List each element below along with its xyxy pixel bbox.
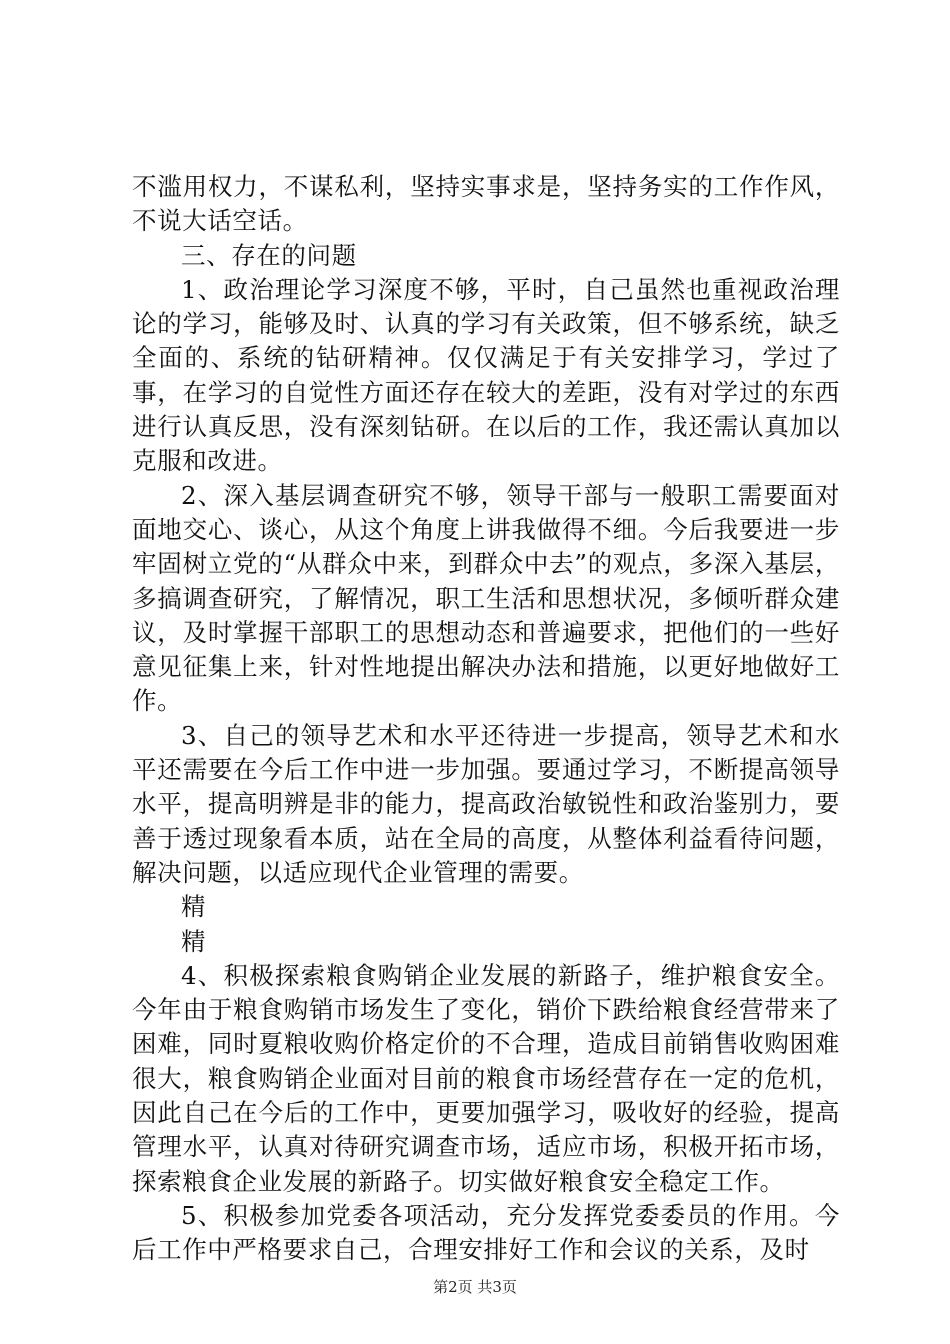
paragraph-item-2: 2、深入基层调查研究不够，领导干部与一般职工需要面对面地交心、谈心，从这个角度上讲我做得不细。今后我要进一步牢固树立党的“从群众中来，到群众中去”的观点，多深入基层，多搞调查研究，了解情况，职工生活和思想状况，多倾听群众建议，及时掌握干部职工的思想动态和普遍要求，把他们的一些好意见征集上来，针对性地提出解决办法和措施，以更好地做好工作。 [132,480,840,716]
page-footer: 第2页 共3页 [433,1278,517,1296]
stray-character-line: 精 [181,926,207,956]
section-heading: 三、存在的问题 [181,240,357,270]
document-body [132,170,840,1268]
paragraph-item-1: 1、政治理论学习深度不够，平时，自己虽然也重视政治理论的学习，能够及时、认真的学习有关政策，但不够系统，缺乏全面的、系统的钻研精神。仅仅满足于有关安排学习，学过了事，在学习的自觉性方面还存在较大的差距，没有对学过的东西进行认真反思，没有深刻钻研。在以后的工作，我还需认真加以克服和改进。 [132,274,840,476]
paragraph-item-4: 4、积极探索粮食购销企业发展的新路子，维护粮食安全。今年由于粮食购销市场发生了变化，销价下跌给粮食经营带来了困难，同时夏粮收购价格定价的不合理，造成目前销售收购困难很大，粮食购销企业面对目前的粮食市场经营存在一定的危机，因此自己在今后的工作中，更要加强学习，吸收好的经验，提高管理水平，认真对待研究调查市场，适应市场，积极开拓市场，探索粮食企业发展的新路子。切实做好粮食安全稳定工作。 [132,960,840,1196]
paragraph-item-5: 5、积极参加党委各项活动，充分发挥党委委员的作用。今后工作中严格要求自己，合理安排好工作和会议的关系，及时 [132,1200,840,1265]
paragraph-item-3: 3、自己的领导艺术和水平还待进一步提高，领导艺术和水平还需要在今后工作中进一步加强。要通过学习，不断提高领导水平，提高明辨是非的能力，提高政治敏锐性和政治鉴别力，要善于透过现象看本质，站在全局的高度，从整体利益看待问题，解决问题，以适应现代企业管理的需要。 [132,720,840,887]
stray-character-line: 精 [181,892,207,922]
paragraph-continuation: 不滥用权力，不谋私利，坚持实事求是，坚持务实的工作作风，不说大话空话。 [132,172,840,236]
